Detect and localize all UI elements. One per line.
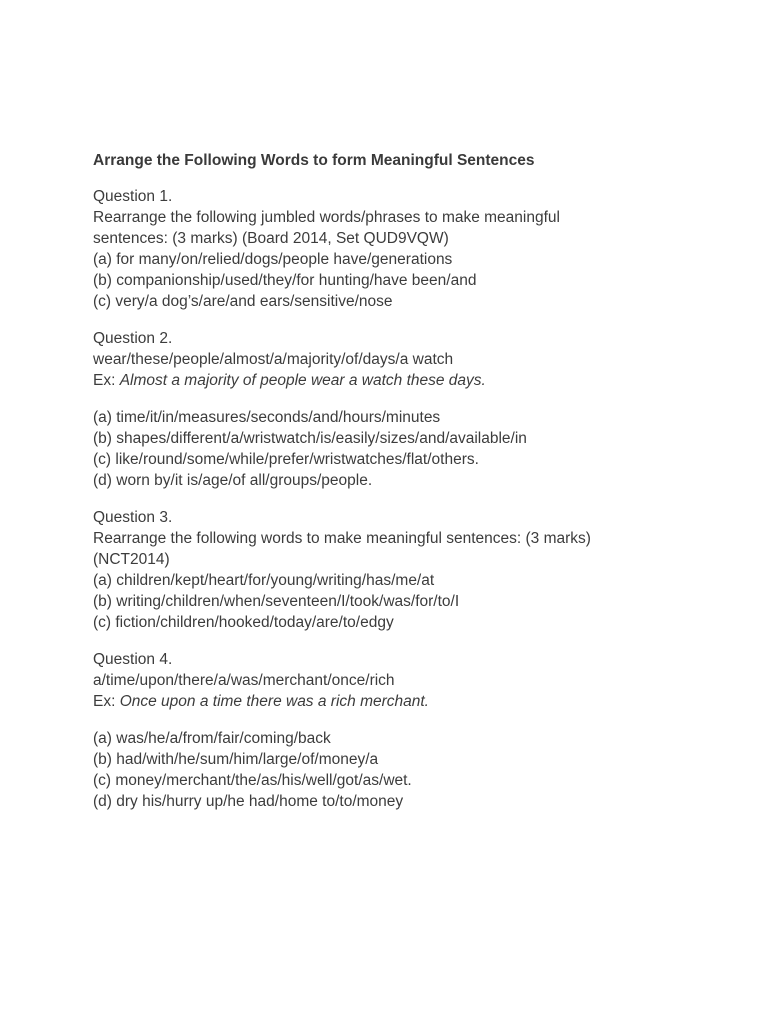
question-4-example: [93, 691, 733, 712]
question-2-item-c: (c) like/round/some/while/prefer/wristwatches/flat/others.: [93, 451, 479, 468]
question-1: [93, 186, 733, 312]
question-3-item-c: (c) fiction/children/hooked/today/are/to/edgy: [93, 614, 394, 631]
question-3: [93, 507, 733, 633]
question-4-prompt: a/time/upon/there/a/was/merchant/once/rich: [93, 672, 395, 689]
question-2-prompt: wear/these/people/almost/a/majority/of/days/a watch: [93, 351, 454, 368]
question-1-item-b: (b) companionship/used/they/for hunting/have been/and: [93, 272, 477, 289]
question-3-item-b: (b) writing/children/when/seventeen/I/took/was/for/to/I: [93, 593, 460, 610]
question-4-label: Question 4.: [93, 651, 173, 668]
question-2: [93, 328, 733, 391]
question-1-item-c: (c) very/a dog’s/are/and ears/sensitive/nose: [93, 293, 393, 310]
question-3-instruction-line-1: Rearrange the following words to make meaningful sentences: (3 marks): [93, 530, 591, 547]
question-2-item-d: (d) worn by/it is/age/of all/groups/people.: [93, 472, 373, 489]
question-1-item-a: (a) for many/on/relied/dogs/people have/generations: [93, 251, 453, 268]
question-4-item-a: (a) was/he/a/from/fair/coming/back: [93, 730, 331, 747]
question-2-example: [93, 370, 733, 391]
example-answer: Almost a majority of people wear a watch these days.: [119, 372, 486, 389]
document-page: [93, 150, 733, 828]
question-1-label: Question 1.: [93, 188, 173, 205]
example-prefix: Ex:: [93, 372, 120, 389]
question-3-label: Question 3.: [93, 509, 173, 526]
example-answer: Once upon a time there was a rich merchant.: [119, 693, 429, 710]
question-3-item-a: (a) children/kept/heart/for/young/writing/has/me/at: [93, 572, 435, 589]
question-4-item-c: (c) money/merchant/the/as/his/well/got/as/wet.: [93, 772, 412, 789]
page-title: Arrange the Following Words to form Meaningful Sentences: [93, 152, 535, 169]
question-2-label: Question 2.: [93, 330, 173, 347]
question-1-instruction-line-1: Rearrange the following jumbled words/phrases to make meaningful: [93, 209, 560, 226]
example-prefix: Ex:: [93, 693, 120, 710]
question-4: [93, 649, 733, 712]
question-3-instruction-line-2: (NCT2014): [93, 551, 170, 568]
question-1-instruction-line-2: sentences: (3 marks) (Board 2014, Set QUD9VQW): [93, 230, 449, 247]
question-4-items: [93, 728, 733, 812]
question-4-item-d: (d) dry his/hurry up/he had/home to/to/money: [93, 793, 404, 810]
question-4-item-b: (b) had/with/he/sum/him/large/of/money/a: [93, 751, 379, 768]
question-2-item-a: (a) time/it/in/measures/seconds/and/hours/minutes: [93, 409, 441, 426]
question-2-items: [93, 407, 733, 491]
question-2-item-b: (b) shapes/different/a/wristwatch/is/easily/sizes/and/available/in: [93, 430, 527, 447]
